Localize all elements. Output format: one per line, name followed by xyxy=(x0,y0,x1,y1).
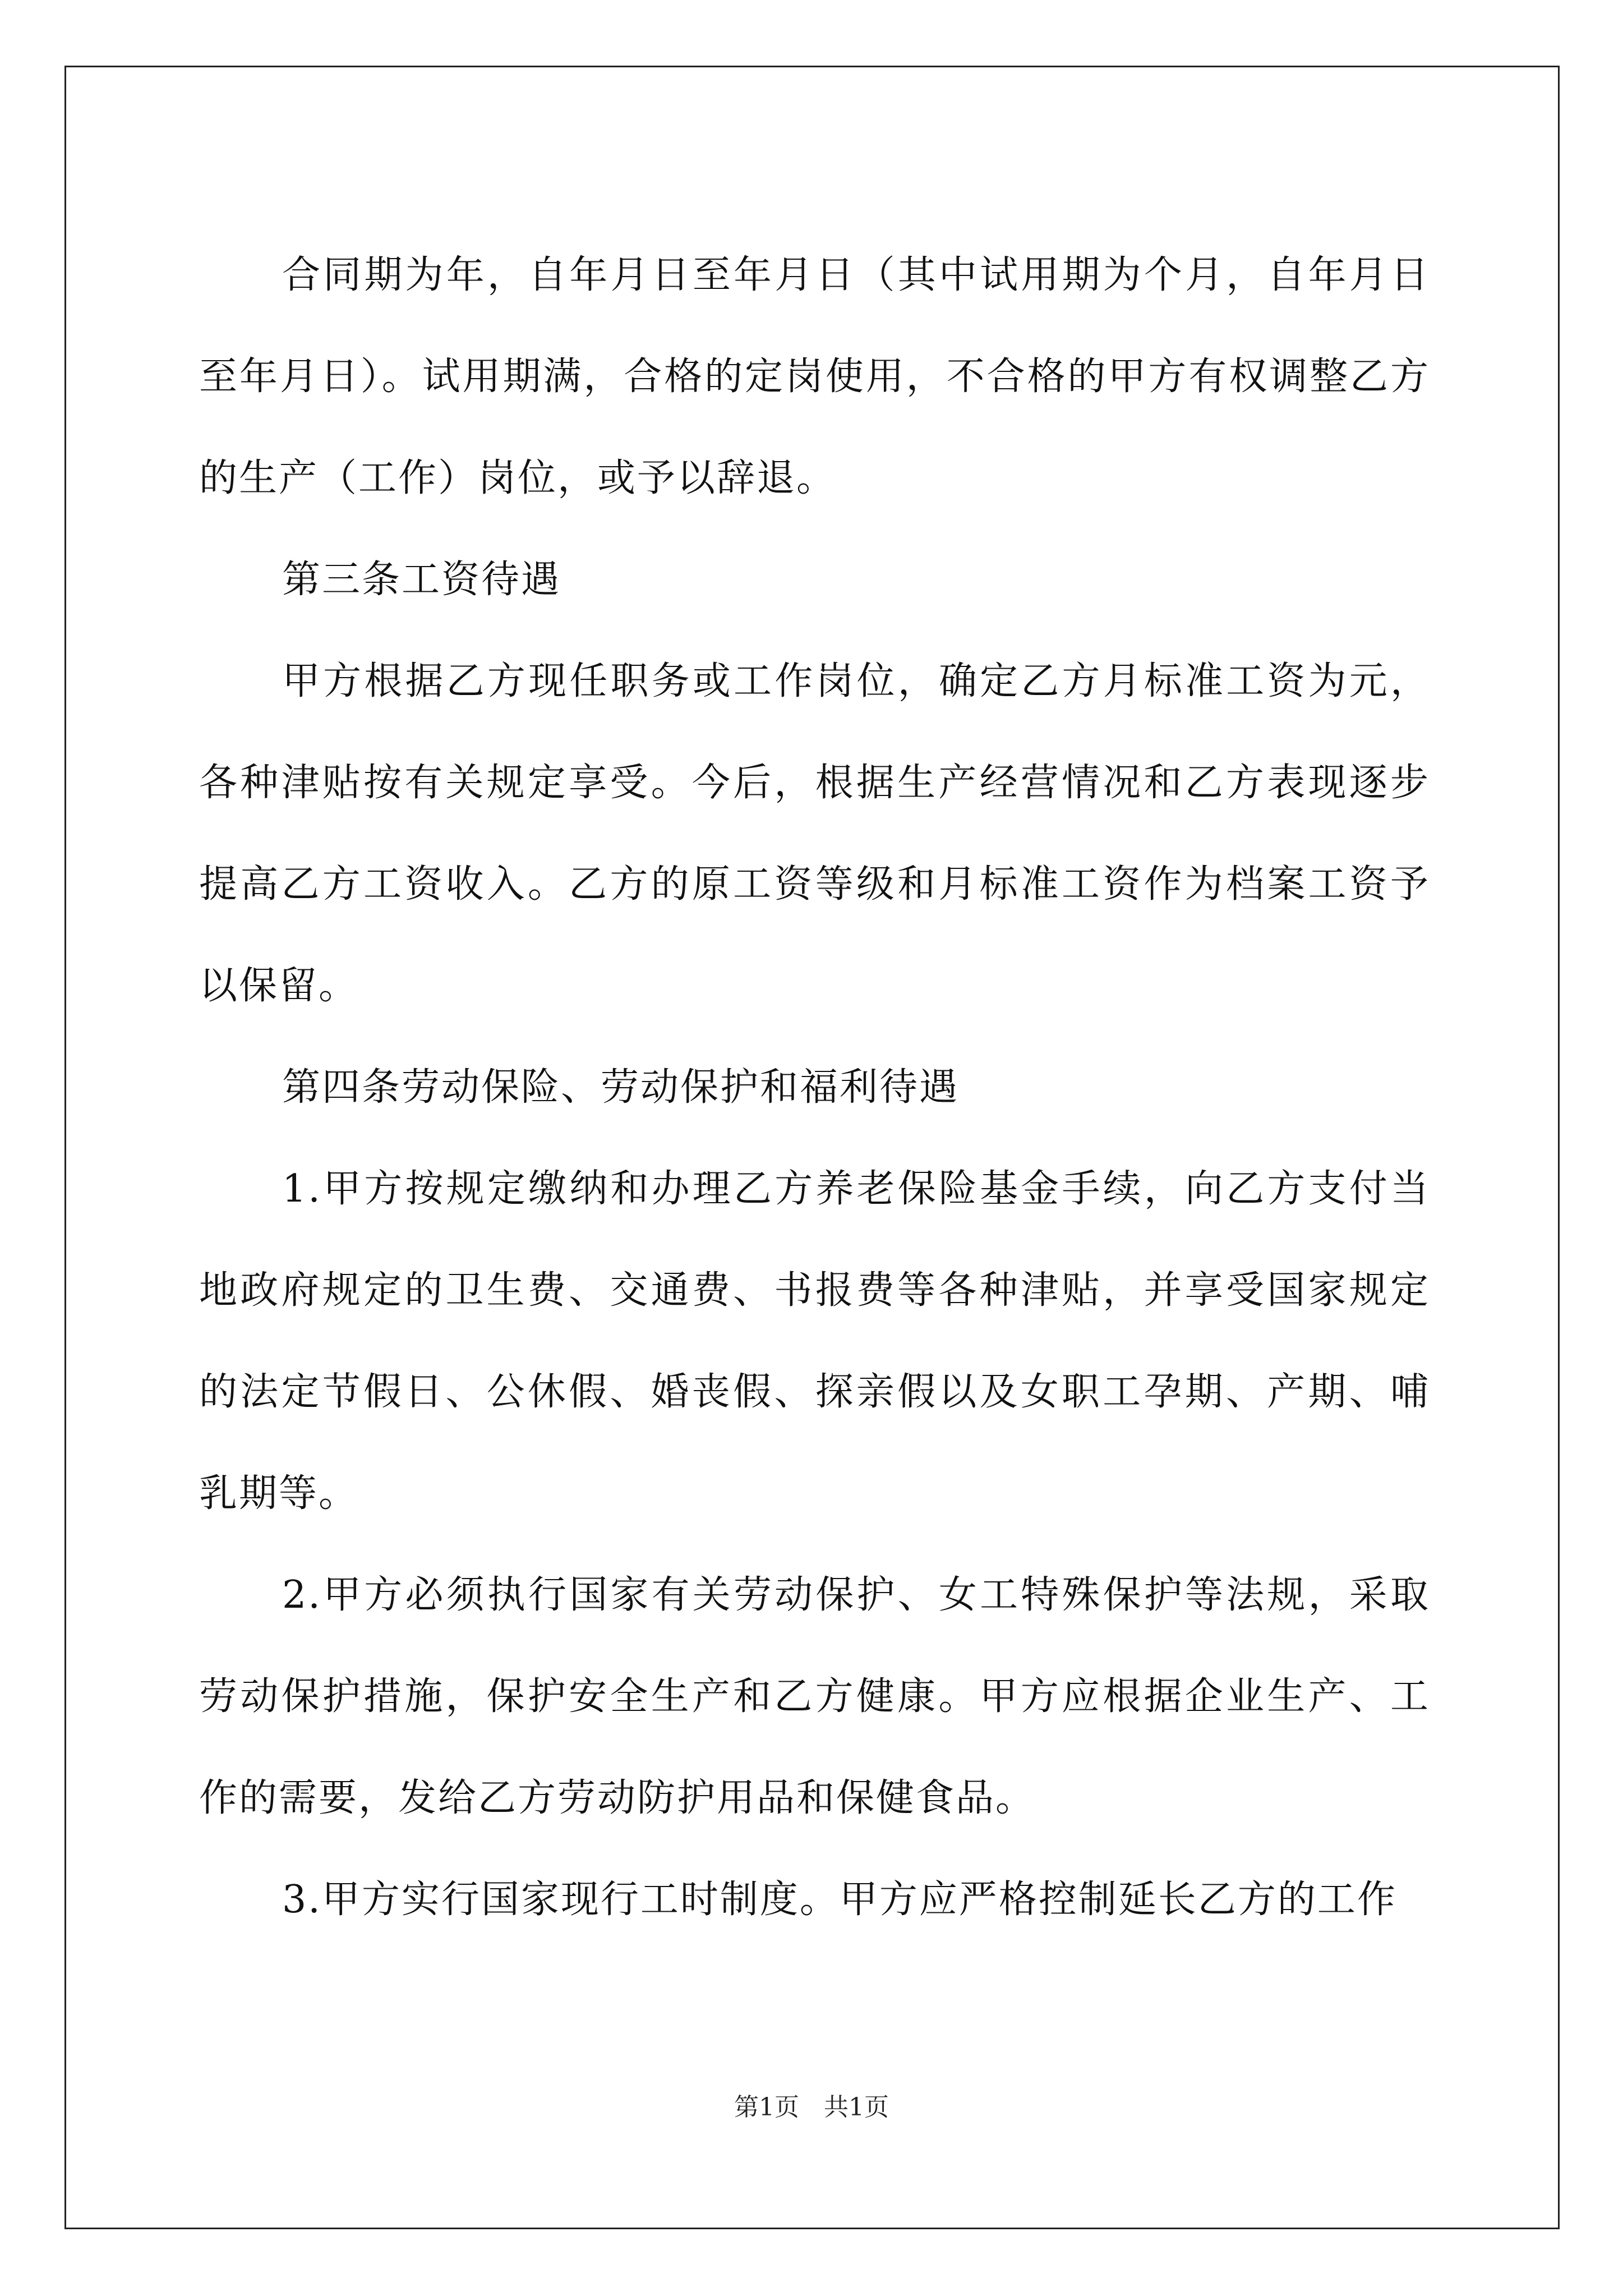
paragraph-wages: 甲方根据乙方现任职务或工作岗位，确定乙方月标准工资为元，各种津贴按有关规定享受。今后，根据生产经营情况和乙方表现逐步提高乙方工资收入。乙方的原工资等级和月标准工资作为档案工资予以保留。 xyxy=(199,659,1430,1008)
document-body xyxy=(199,224,1430,1950)
paragraph-item-2: 2.甲方必须执行国家有关劳动保护、女工特殊保护等法规，采取劳动保护措施，保护安全生产和乙方健康。甲方应根据企业生产、工作的需要，发给乙方劳动防护用品和保健食品。 xyxy=(199,1573,1430,1820)
paragraph-item-1: 1.甲方按规定缴纳和办理乙方养老保险基金手续，向乙方支付当地政府规定的卫生费、交通费、书报费等各种津贴，并享受国家规定的法定节假日、公休假、婚丧假、探亲假以及女职工孕期、产期、哺乳期等。 xyxy=(199,1167,1430,1516)
paragraph-contract-term: 合同期为年，自年月日至年月日（其中试用期为个月，自年月日至年月日）。试用期满，合格的定岗使用，不合格的甲方有权调整乙方的生产（工作）岗位，或予以辞退。 xyxy=(199,253,1430,500)
page-number-footer: 第1页 共1页 xyxy=(734,2093,889,2122)
heading-article-4: 第四条劳动保险、劳动保护和福利待遇 xyxy=(282,1065,960,1110)
heading-article-3: 第三条工资待遇 xyxy=(282,558,561,602)
paragraph-item-3: 3.甲方实行国家现行工时制度。甲方应严格控制延长乙方的工作 xyxy=(282,1878,1397,1922)
